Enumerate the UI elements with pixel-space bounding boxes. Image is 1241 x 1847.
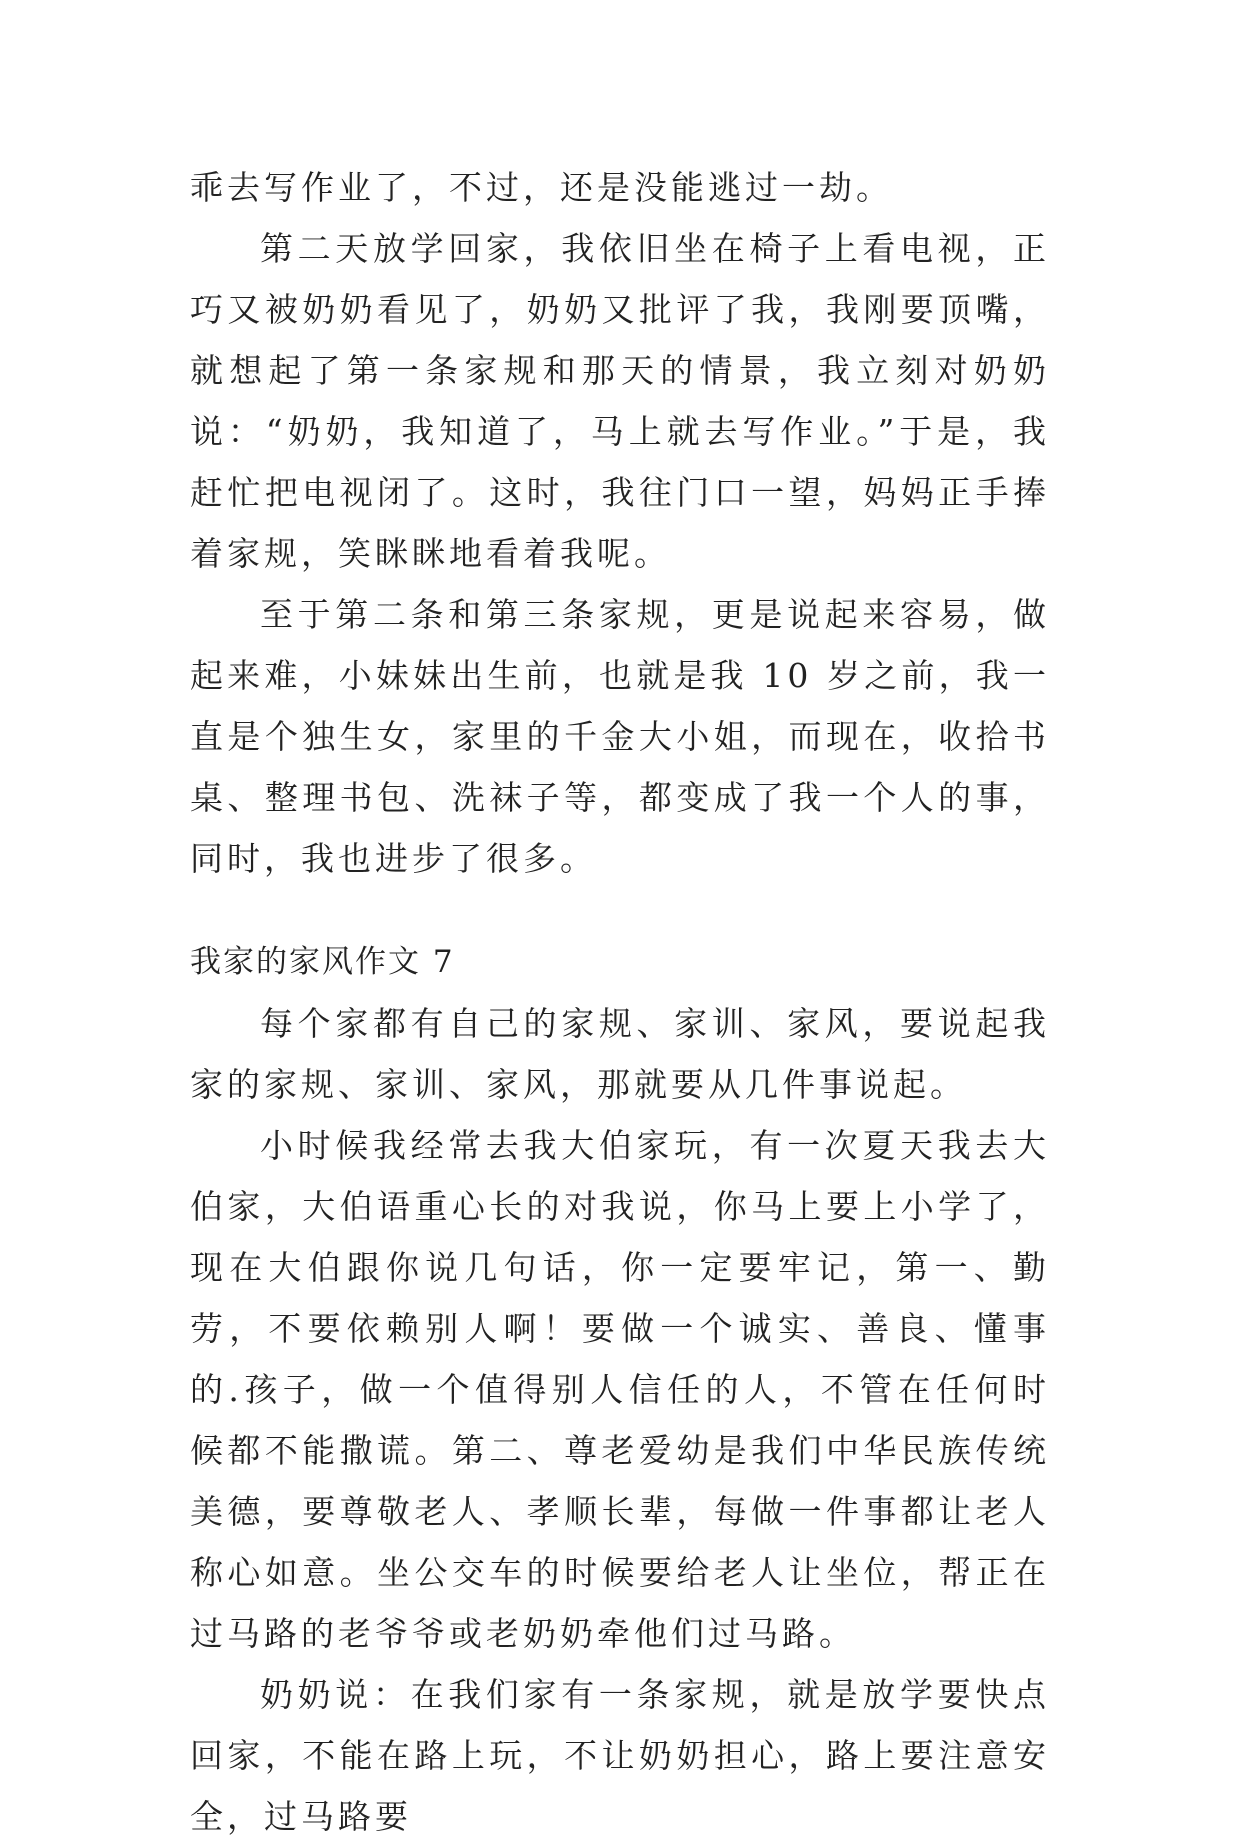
paragraph: 奶奶说：在我们家有一条家规，就是放学要快点回家，不能在路上玩，不让奶奶担心，路上要注意安全，过马路要	[190, 1675, 1050, 1836]
section-title: 我家的家风作文 7	[190, 944, 455, 980]
paragraph: 至于第二条和第三条家规，更是说起来容易，做起来难，小妹妹出生前，也就是我 10 岁之前，我一直是个独生女，家里的千金大小姐，而现在，收拾书桌、整理书包、洗袜子等，都变成了我一个人的事，同时，我也进步了很多。	[190, 595, 1050, 878]
paragraph: 每个家都有自己的家规、家训、家风，要说起我家的家规、家训、家风，那就要从几件事说起。	[190, 1004, 1050, 1104]
paragraph: 第二天放学回家，我依旧坐在椅子上看电视，正巧又被奶奶看见了，奶奶又批评了我，我刚要顶嘴，就想起了第一条家规和那天的情景，我立刻对奶奶说：“奶奶，我知道了，马上就去写作业。”于是，我赶忙把电视闭了。这时，我往门口一望，妈妈正手捧着家规，笑眯眯地看着我呢。	[190, 229, 1050, 573]
document-body	[190, 157, 1050, 1847]
paragraph: 小时候我经常去我大伯家玩，有一次夏天我去大伯家，大伯语重心长的对我说，你马上要上小学了，现在大伯跟你说几句话，你一定要牢记，第一、勤劳，不要依赖别人啊！要做一个诚实、善良、懂事的.孩子，做一个值得别人信任的人，不管在任何时候都不能撒谎。第二、尊老爱幼是我们中华民族传统美德，要尊敬老人、孝顺长辈，每做一件事都让老人称心如意。坐公交车的时候要给老人让坐位，帮正在过马路的老爷爷或老奶奶牵他们过马路。	[190, 1126, 1050, 1653]
paragraph-continuation: 乖去写作业了，不过，还是没能逃过一劫。	[190, 168, 893, 207]
